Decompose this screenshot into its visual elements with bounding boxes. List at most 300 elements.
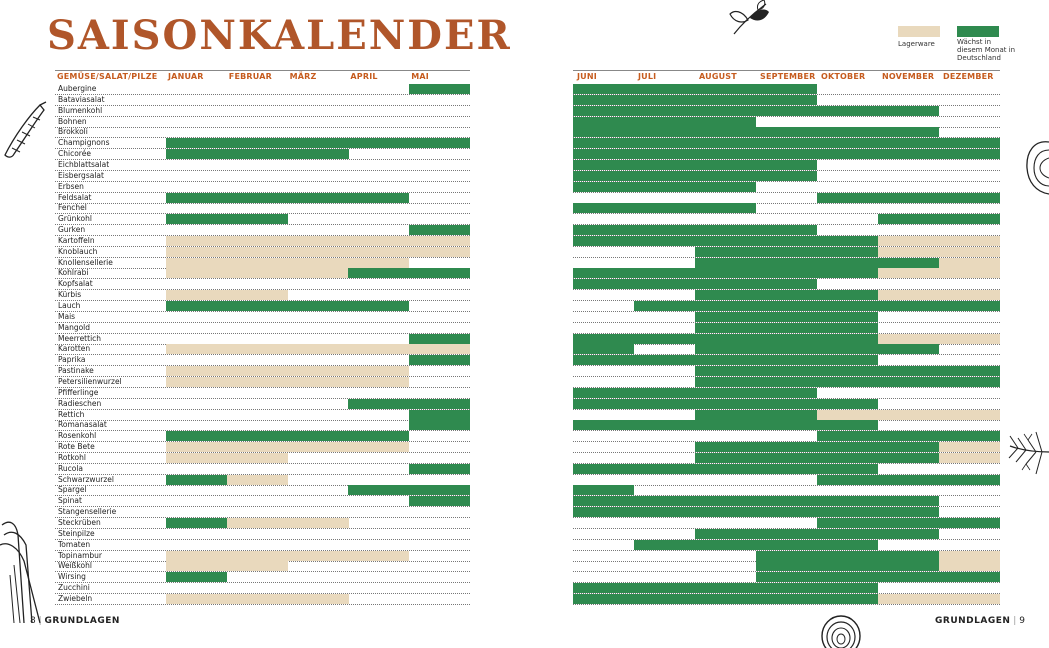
growing-bar	[817, 344, 878, 354]
growing-bar	[634, 106, 695, 116]
vegetable-name: Rettich	[58, 409, 85, 419]
vegetable-name: Eisbergsalat	[58, 170, 104, 180]
growing-bar	[695, 106, 756, 116]
growing-bar	[817, 138, 878, 148]
table-row	[573, 117, 1000, 128]
table-row	[573, 442, 1000, 453]
growing-bar	[634, 95, 695, 105]
growing-bar	[695, 344, 756, 354]
growing-bar	[878, 301, 939, 311]
growing-bar	[634, 301, 695, 311]
storage-bar	[348, 258, 409, 268]
growing-bar	[817, 258, 878, 268]
growing-bar	[634, 138, 695, 148]
table-row	[573, 464, 1000, 475]
growing-bar	[756, 160, 817, 170]
table-row	[55, 518, 470, 529]
vegetable-name: Topinambur	[58, 550, 102, 560]
growing-bar	[817, 334, 878, 344]
storage-bar	[227, 377, 288, 387]
growing-bar	[573, 160, 634, 170]
table-row	[573, 410, 1000, 421]
storage-bar	[348, 247, 409, 257]
table-row	[573, 475, 1000, 486]
growing-bar	[878, 377, 939, 387]
growing-bar	[756, 399, 817, 409]
table-row	[573, 485, 1000, 496]
growing-bar	[756, 236, 817, 246]
growing-bar	[573, 171, 634, 181]
table-row	[573, 594, 1000, 605]
growing-bar	[166, 572, 227, 582]
storage-bar	[939, 334, 1000, 344]
page-number-right: 9	[1019, 616, 1025, 626]
growing-bar	[695, 540, 756, 550]
storage-bar	[227, 453, 288, 463]
growing-bar	[166, 518, 227, 528]
growing-bar	[817, 583, 878, 593]
growing-bar	[695, 529, 756, 539]
table-row	[55, 127, 470, 138]
table-row	[55, 583, 470, 594]
growing-bar	[227, 193, 288, 203]
storage-bar	[227, 551, 288, 561]
growing-bar	[756, 138, 817, 148]
growing-bar	[695, 323, 756, 333]
vegetable-name: Zwiebeln	[58, 593, 93, 603]
storage-bar	[166, 290, 227, 300]
growing-bar	[409, 225, 470, 235]
table-row	[573, 431, 1000, 442]
growing-bar	[878, 475, 939, 485]
vegetable-name: Steckrüben	[58, 518, 101, 527]
vegetable-name: Kopfsalat	[58, 279, 93, 289]
table-row	[55, 485, 470, 496]
footer-separator: |	[1013, 616, 1017, 626]
growing-bar	[634, 355, 695, 365]
growing-bar	[409, 496, 470, 506]
storage-bar	[409, 236, 470, 246]
growing-bar	[878, 507, 939, 517]
growing-bar	[817, 442, 878, 452]
vegetable-name: Aubergine	[58, 84, 97, 93]
vegetable-name: Champignons	[58, 138, 110, 148]
table-row	[55, 149, 470, 160]
growing-bar	[695, 442, 756, 452]
growing-bar	[756, 171, 817, 181]
table-row	[55, 106, 470, 117]
storage-bar	[288, 247, 349, 257]
table-row	[55, 572, 470, 583]
table-row	[55, 464, 470, 475]
growing-bar	[695, 225, 756, 235]
growing-bar	[166, 149, 227, 159]
table-row	[55, 431, 470, 442]
growing-bar	[695, 507, 756, 517]
growing-bar	[695, 355, 756, 365]
table-row	[573, 171, 1000, 182]
table-row	[573, 388, 1000, 399]
growing-bar	[817, 193, 878, 203]
storage-bar	[288, 366, 349, 376]
vegetable-name: Paprika	[58, 355, 86, 365]
growing-bar	[939, 377, 1000, 387]
growing-bar	[756, 323, 817, 333]
storage-bar	[939, 561, 1000, 571]
growing-bar	[409, 268, 470, 278]
growing-bar	[695, 117, 756, 127]
growing-bar	[817, 323, 878, 333]
growing-bar	[756, 312, 817, 322]
storage-bar	[227, 247, 288, 257]
growing-bar	[409, 355, 470, 365]
growing-bar	[756, 84, 817, 94]
table-row	[573, 334, 1000, 345]
storage-bar	[288, 442, 349, 452]
table-row	[573, 214, 1000, 225]
growing-bar	[878, 551, 939, 561]
storage-bar	[166, 561, 227, 571]
growing-bar	[756, 149, 817, 159]
growing-bar	[817, 106, 878, 116]
table-row	[573, 344, 1000, 355]
growing-bar	[573, 149, 634, 159]
table-row	[573, 301, 1000, 312]
growing-bar	[817, 355, 878, 365]
growing-bar	[817, 377, 878, 387]
growing-bar	[573, 236, 634, 246]
table-row	[55, 366, 470, 377]
table-row	[573, 355, 1000, 366]
growing-bar	[817, 529, 878, 539]
storage-bar	[227, 366, 288, 376]
legend-storage-label: Lagerware	[898, 40, 935, 48]
growing-bar	[634, 334, 695, 344]
vegetable-name: Knoblauch	[58, 246, 98, 256]
growing-bar	[756, 344, 817, 354]
growing-bar	[939, 518, 1000, 528]
table-row	[55, 258, 470, 269]
footer-separator: |	[38, 616, 42, 626]
table-row	[573, 84, 1000, 95]
growing-bar	[166, 138, 227, 148]
vegetable-name: Rucola	[58, 463, 84, 473]
growing-bar	[817, 312, 878, 322]
growing-bar	[634, 84, 695, 94]
growing-bar	[166, 193, 227, 203]
growing-bar	[756, 442, 817, 452]
storage-bar	[348, 551, 409, 561]
table-row	[55, 551, 470, 562]
growing-bar	[756, 301, 817, 311]
pepper-slice-icon	[1022, 138, 1049, 196]
table-row	[55, 344, 470, 355]
table-row	[55, 420, 470, 431]
section-name-left: GRUNDLAGEN	[44, 616, 120, 626]
vegetable-name: Brokkoli	[58, 127, 88, 137]
storage-bar	[939, 258, 1000, 268]
table-row	[573, 247, 1000, 258]
growing-bar	[878, 138, 939, 148]
growing-bar	[695, 583, 756, 593]
table-row	[55, 496, 470, 507]
growing-bar	[756, 106, 817, 116]
table-row	[573, 193, 1000, 204]
growing-bar	[695, 464, 756, 474]
growing-bar	[756, 464, 817, 474]
table-row	[55, 203, 470, 214]
table-row	[573, 583, 1000, 594]
growing-bar	[409, 464, 470, 474]
table-row	[573, 290, 1000, 301]
growing-bar	[817, 366, 878, 376]
growing-bar	[695, 84, 756, 94]
table-row	[55, 236, 470, 247]
growing-bar	[573, 138, 634, 148]
table-row	[573, 420, 1000, 431]
growing-bar	[817, 561, 878, 571]
growing-bar	[817, 518, 878, 528]
growing-bar	[695, 301, 756, 311]
growing-bar	[634, 464, 695, 474]
storage-bar	[348, 366, 409, 376]
growing-bar	[573, 399, 634, 409]
storage-bar	[288, 344, 349, 354]
growing-bar	[756, 268, 817, 278]
growing-bar	[634, 182, 695, 192]
table-row	[55, 442, 470, 453]
table-row	[573, 453, 1000, 464]
growing-bar	[409, 420, 470, 430]
growing-bar	[573, 583, 634, 593]
table-row	[573, 138, 1000, 149]
growing-bar	[878, 496, 939, 506]
storage-bar	[348, 442, 409, 452]
growing-bar	[409, 485, 470, 495]
table-row	[573, 182, 1000, 193]
growing-bar	[878, 214, 939, 224]
right-table-header	[573, 70, 1000, 83]
vegetable-name: Karotten	[58, 344, 91, 354]
vegetable-name: Rotkohl	[58, 452, 86, 462]
storage-bar	[939, 247, 1000, 257]
vegetable-name: Weißkohl	[58, 561, 92, 571]
growing-bar	[939, 214, 1000, 224]
growing-bar	[695, 160, 756, 170]
growing-bar	[227, 149, 288, 159]
growing-bar	[878, 106, 939, 116]
table-row	[573, 268, 1000, 279]
column-header-month: OKTOBER	[821, 72, 866, 81]
column-header-month: MAI	[411, 72, 429, 81]
storage-bar	[288, 258, 349, 268]
column-header-month: NOVEMBER	[882, 72, 935, 81]
storage-bar	[166, 366, 227, 376]
table-row	[55, 171, 470, 182]
table-row	[55, 182, 470, 193]
growing-bar	[756, 334, 817, 344]
growing-bar	[939, 475, 1000, 485]
growing-bar	[878, 431, 939, 441]
vegetable-name: Zucchini	[58, 583, 90, 593]
growing-bar	[878, 366, 939, 376]
growing-bar	[166, 431, 227, 441]
growing-bar	[288, 301, 349, 311]
table-row	[573, 236, 1000, 247]
growing-bar	[817, 551, 878, 561]
table-row	[55, 507, 470, 518]
table-row	[573, 529, 1000, 540]
table-row	[573, 540, 1000, 551]
growing-bar	[634, 388, 695, 398]
growing-bar	[878, 442, 939, 452]
growing-bar	[878, 258, 939, 268]
vegetable-name: Chicorée	[58, 149, 91, 159]
storage-bar	[227, 561, 288, 571]
legend-grows-line: Deutschland	[957, 54, 1001, 62]
growing-bar	[756, 388, 817, 398]
storage-bar	[166, 344, 227, 354]
table-row	[55, 529, 470, 540]
vegetable-name: Mais	[58, 311, 76, 321]
growing-bar	[634, 594, 695, 604]
growing-bar	[573, 420, 634, 430]
growing-bar	[409, 334, 470, 344]
vegetable-name: Rote Bete	[58, 442, 95, 452]
storage-bar	[166, 268, 227, 278]
table-row	[573, 572, 1000, 583]
storage-bar	[288, 551, 349, 561]
growing-bar	[817, 431, 878, 441]
storage-bar	[288, 236, 349, 246]
growing-bar	[288, 138, 349, 148]
storage-bar	[166, 594, 227, 604]
growing-bar	[817, 496, 878, 506]
growing-bar	[695, 247, 756, 257]
growing-bar	[573, 279, 634, 289]
growing-bar	[939, 193, 1000, 203]
vegetable-name: Pastinake	[58, 366, 94, 376]
table-row	[55, 268, 470, 279]
growing-bar	[695, 258, 756, 268]
vegetable-name: Rosenkohl	[58, 431, 97, 441]
growing-bar	[695, 203, 756, 213]
storage-bar	[939, 442, 1000, 452]
table-row	[55, 594, 470, 605]
growing-bar	[695, 399, 756, 409]
vegetable-name: Bohnen	[58, 116, 87, 126]
vegetable-name: Schwarzwurzel	[58, 474, 114, 484]
table-row	[573, 160, 1000, 171]
storage-bar	[166, 247, 227, 257]
growing-bar	[573, 507, 634, 517]
storage-bar	[348, 344, 409, 354]
storage-bar	[288, 268, 349, 278]
growing-bar	[573, 334, 634, 344]
storage-bar	[348, 377, 409, 387]
growing-bar	[634, 399, 695, 409]
growing-bar	[695, 366, 756, 376]
growing-bar	[695, 388, 756, 398]
growing-bar	[817, 475, 878, 485]
column-header-category: GEMÜSE/SALAT/PILZE	[57, 72, 158, 81]
growing-bar	[878, 127, 939, 137]
growing-bar	[756, 95, 817, 105]
legend-grows-swatch	[957, 26, 999, 37]
table-row	[573, 149, 1000, 160]
vegetable-name: Bataviasalat	[58, 94, 105, 104]
vegetable-name: Eichblattsalat	[58, 159, 110, 169]
growing-bar	[573, 464, 634, 474]
vegetable-name: Stangensellerie	[58, 507, 117, 517]
growing-bar	[634, 127, 695, 137]
column-header-month: JUNI	[577, 72, 597, 81]
growing-bar	[634, 203, 695, 213]
growing-bar	[288, 193, 349, 203]
growing-bar	[695, 279, 756, 289]
growing-bar	[573, 127, 634, 137]
storage-bar	[288, 377, 349, 387]
vegetable-name: Tomaten	[58, 539, 91, 549]
growing-bar	[409, 138, 470, 148]
legend-grows-label	[957, 38, 1015, 62]
growing-bar	[756, 507, 817, 517]
growing-bar	[634, 149, 695, 159]
onion-ring-icon	[820, 612, 862, 648]
growing-bar	[166, 214, 227, 224]
vegetable-name: Petersilienwurzel	[58, 376, 122, 386]
column-header-month: FEBRUAR	[228, 72, 272, 81]
growing-bar	[348, 431, 409, 441]
growing-bar	[756, 420, 817, 430]
legend-grows-line: diesem Monat in	[957, 46, 1016, 54]
legend-grows-line: Wächst in	[957, 38, 992, 46]
table-row	[55, 377, 470, 388]
column-header-month: APRIL	[350, 72, 378, 81]
growing-bar	[756, 290, 817, 300]
growing-bar	[817, 399, 878, 409]
vegetable-name: Pfifferlinge	[58, 387, 99, 397]
table-row	[55, 388, 470, 399]
growing-bar	[817, 268, 878, 278]
storage-bar	[348, 236, 409, 246]
growing-bar	[573, 203, 634, 213]
growing-bar	[288, 431, 349, 441]
table-row	[55, 117, 470, 128]
table-row	[55, 561, 470, 572]
table-row	[55, 160, 470, 171]
storage-bar	[878, 268, 939, 278]
column-header-month: JANUAR	[168, 72, 204, 81]
growing-bar	[348, 268, 409, 278]
table-row	[55, 323, 470, 334]
growing-bar	[348, 399, 409, 409]
vegetable-name: Wirsing	[58, 572, 86, 582]
table-row	[573, 127, 1000, 138]
growing-bar	[939, 366, 1000, 376]
table-row	[55, 312, 470, 323]
growing-bar	[348, 193, 409, 203]
table-row	[573, 551, 1000, 562]
storage-bar	[227, 442, 288, 452]
vegetable-name: Erbsen	[58, 181, 84, 191]
storage-bar	[227, 236, 288, 246]
growing-bar	[573, 355, 634, 365]
vegetable-name: Radieschen	[58, 398, 102, 408]
growing-bar	[817, 464, 878, 474]
table-row	[55, 225, 470, 236]
growing-bar	[817, 540, 878, 550]
